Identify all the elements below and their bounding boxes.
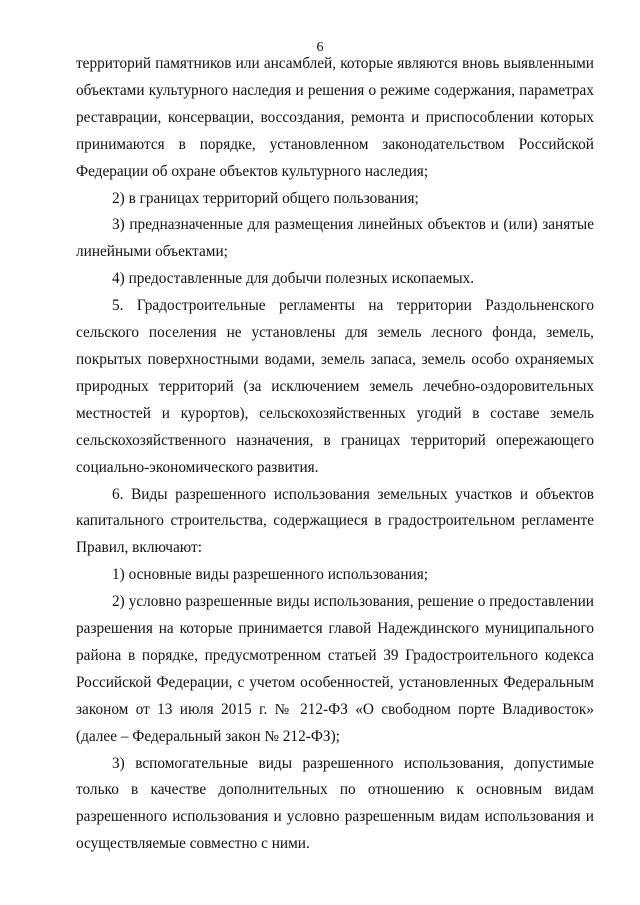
paragraph-continuation: территорий памятников или ансамблей, которые являются вновь выявленными объектами культурного наследия и решения о режиме содержания, параметрах реставрации, консервации, воссоздания, ремонта и приспособлении которых принимаются в порядке, установленном законодательством Российской Федерации об охране объектов культурного наследия; <box>76 55 594 180</box>
paragraph-item-2-conditional-uses: 2) условно разрешенные виды использования, решение о предоставлении разрешения на которые принимается главой Надеждинского муниципального района в порядке, предусмотренном статьей 39 Градостроительного кодекса Российской Федерации, с учетом особенностей, установленных Федеральным законом от 13 июля 2015 г. № 212-ФЗ «О свободном порте Владивосток» (далее – Федеральный закон № 212-ФЗ); <box>76 593 594 745</box>
page-number: 6 <box>316 40 324 55</box>
paragraph-item-2-public-territories: 2) в границах территорий общего пользования; <box>112 189 419 207</box>
paragraph-item-4-mining: 4) предоставленные для добычи полезных ископаемых. <box>112 270 475 288</box>
paragraph-item-3-auxiliary-uses: 3) вспомогательные виды разрешенного использования, допустимые только в качестве дополнительных по отношению к основным видам разрешенного использования и условно разрешенным видам использования и осуществляемые совместно с ними. <box>76 754 594 853</box>
paragraph-section-6-permitted-uses: 6. Виды разрешенного использования земельных участков и объектов капитального строительства, содержащиеся в градостроительном регламенте Правил, включают: <box>76 485 594 557</box>
paragraph-section-5-regulations: 5. Градостроительные регламенты на территории Раздольненского сельского поселения не установлены для земель лесного фонда, земель, покрытых поверхностными водами, земель запаса, земель особо охраняемых природных территорий (за исключением земель лечебно-оздоровительных местностей и курортов), сельскохозяйственных угодий в составе земель сельскохозяйственного назначения, в границах территорий опережающего социально-экономического развития. <box>76 297 594 476</box>
paragraph-item-3-linear-objects: 3) предназначенные для размещения линейных объектов и (или) занятые линейными объектами; <box>76 216 594 261</box>
document-body <box>76 51 594 858</box>
paragraph-item-1-main-uses: 1) основные виды разрешенного использования; <box>112 566 428 584</box>
